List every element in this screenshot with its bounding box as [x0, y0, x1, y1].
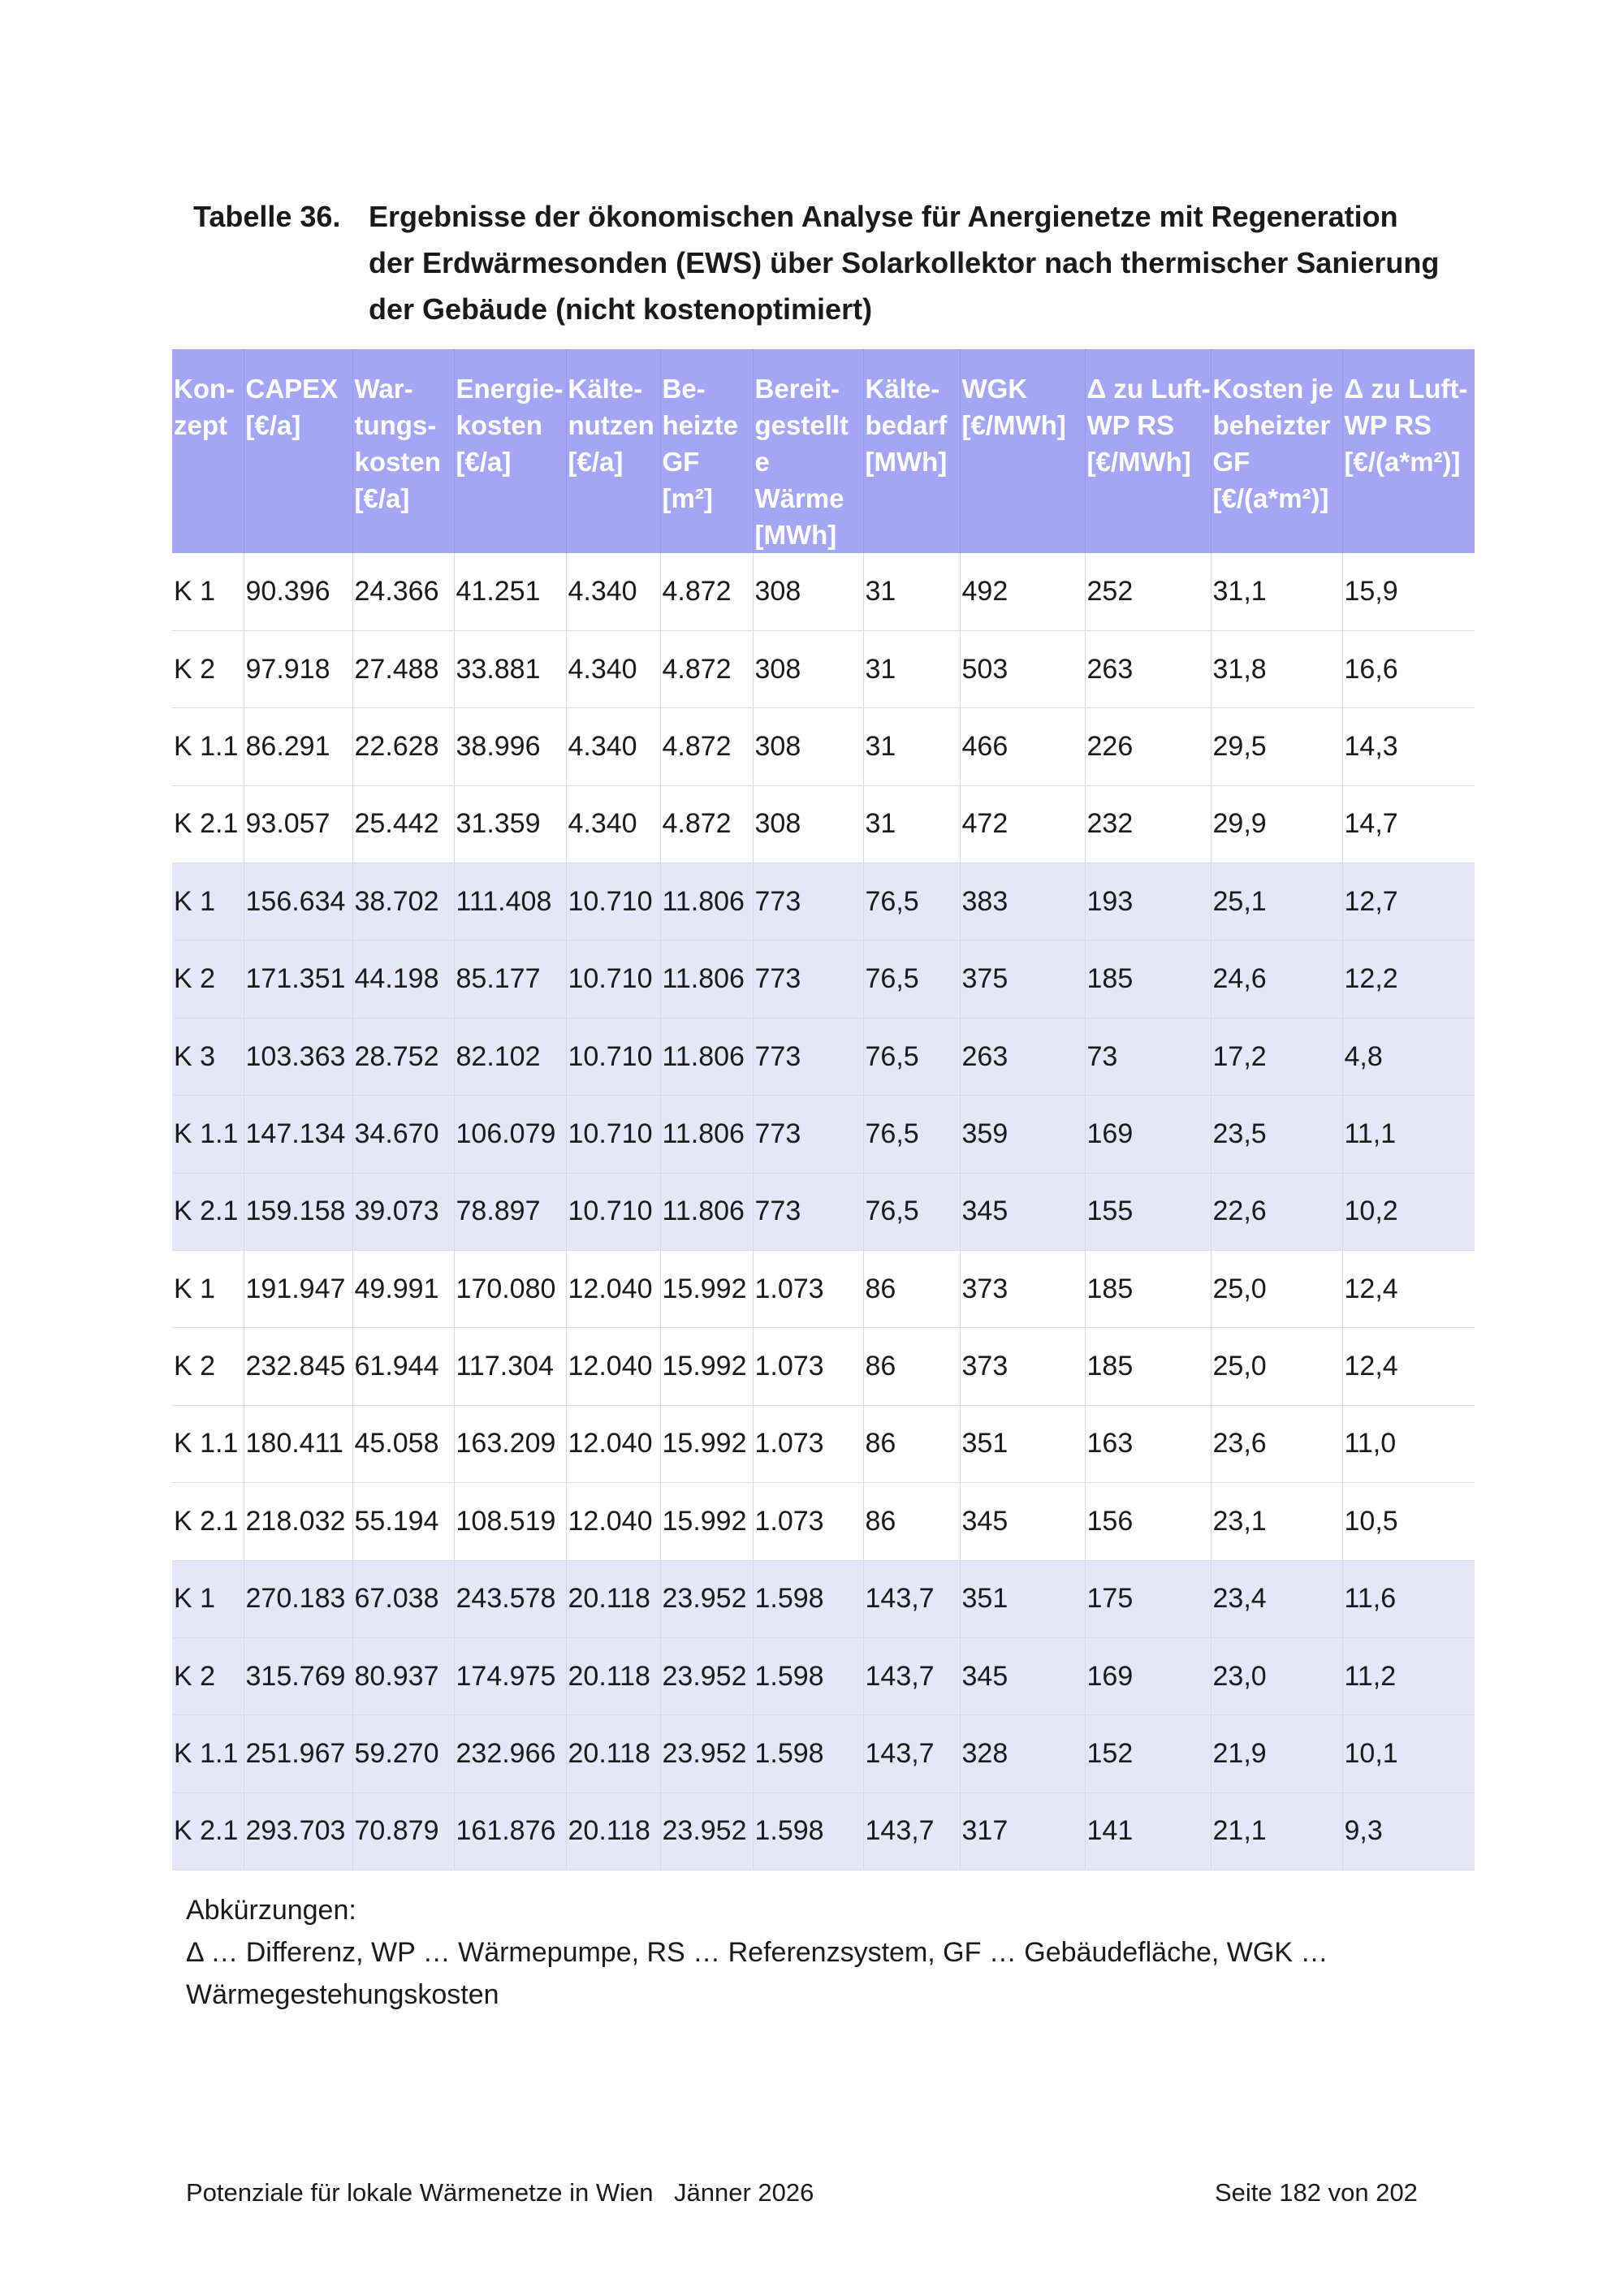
table-row — [172, 1483, 1475, 1560]
table-cell: 31 — [863, 553, 960, 630]
table-cell: 23.952 — [660, 1792, 753, 1870]
table-cell: 466 — [960, 708, 1085, 785]
abbreviations-title: Abkürzungen: — [186, 1895, 356, 1926]
abbreviations-note — [186, 1889, 1485, 2016]
table-cell: 226 — [1085, 708, 1211, 785]
table-cell: 23,1 — [1211, 1483, 1342, 1560]
table-caption-text: Ergebnisse der ökonomischen Analyse für Anergienetze mit Regeneration der Erdwärmesonden (EWS) über Solarkollektor nach thermischer Sanierung der Gebäude (nicht kostenoptimiert) — [369, 200, 1440, 326]
table-cell: 317 — [960, 1792, 1085, 1870]
table-row — [172, 1560, 1475, 1637]
table-cell: 11,6 — [1342, 1560, 1475, 1637]
table-cell: 24.366 — [352, 553, 454, 630]
table-cell: 76,5 — [863, 1018, 960, 1095]
table-cell: 161.876 — [454, 1792, 566, 1870]
table-cell: 25.442 — [352, 785, 454, 863]
table-row — [172, 708, 1475, 785]
table-body — [172, 553, 1475, 1870]
table-cell: 22.628 — [352, 708, 454, 785]
table-cell: 4.872 — [660, 553, 753, 630]
table-cell: 4.340 — [566, 708, 660, 785]
table-cell: K 1 — [172, 863, 244, 940]
results-table — [172, 349, 1475, 1870]
table-cell: 156 — [1085, 1483, 1211, 1560]
table-cell: 185 — [1085, 940, 1211, 1018]
table-cell: 14,7 — [1342, 785, 1475, 863]
table-cell: 31,1 — [1211, 553, 1342, 630]
table-cell: 308 — [753, 553, 863, 630]
table-cell: 22,6 — [1211, 1173, 1342, 1250]
table-cell: 25,0 — [1211, 1251, 1342, 1328]
table-cell: 16,6 — [1342, 630, 1475, 707]
table-cell: 31 — [863, 630, 960, 707]
table-cell: 4.872 — [660, 708, 753, 785]
table-cell: 70.879 — [352, 1792, 454, 1870]
table-cell: 12,7 — [1342, 863, 1475, 940]
table-cell: 1.073 — [753, 1405, 863, 1482]
table-cell: 11,0 — [1342, 1405, 1475, 1482]
table-cell: 232.966 — [454, 1715, 566, 1792]
table-cell: 38.996 — [454, 708, 566, 785]
footer-page-number: Seite 182 von 202 — [1215, 2178, 1418, 2207]
table-cell: 251.967 — [244, 1715, 352, 1792]
table-cell: 11.806 — [660, 863, 753, 940]
table-cell: 15.992 — [660, 1483, 753, 1560]
table-cell: 773 — [753, 863, 863, 940]
table-cell: 185 — [1085, 1328, 1211, 1405]
table-cell: 15.992 — [660, 1251, 753, 1328]
table-cell: 503 — [960, 630, 1085, 707]
table-cell: 31 — [863, 708, 960, 785]
column-header: Energie-kosten [€/a] — [454, 349, 566, 553]
table-cell: 143,7 — [863, 1560, 960, 1637]
table-cell: 328 — [960, 1715, 1085, 1792]
table-cell: 11,1 — [1342, 1096, 1475, 1173]
table-cell: 20.118 — [566, 1792, 660, 1870]
table-cell: K 1 — [172, 1560, 244, 1637]
table-cell: 152 — [1085, 1715, 1211, 1792]
footer-date: Jänner 2026 — [674, 2178, 814, 2207]
table-row — [172, 1018, 1475, 1095]
table-cell: 111.408 — [454, 863, 566, 940]
table-cell: 10.710 — [566, 1173, 660, 1250]
table-header-row — [172, 349, 1475, 553]
table-cell: 21,1 — [1211, 1792, 1342, 1870]
table-cell: 4.872 — [660, 785, 753, 863]
table-cell: 28.752 — [352, 1018, 454, 1095]
table-cell: 45.058 — [352, 1405, 454, 1482]
table-cell: 12,4 — [1342, 1328, 1475, 1405]
table-cell: 55.194 — [352, 1483, 454, 1560]
column-header: Kosten je beheizter GF [€/(a*m²)] — [1211, 349, 1342, 553]
table-cell: 76,5 — [863, 1173, 960, 1250]
table-cell: 169 — [1085, 1637, 1211, 1714]
table-cell: K 2.1 — [172, 1483, 244, 1560]
table-cell: 11.806 — [660, 1173, 753, 1250]
table-cell: 12.040 — [566, 1483, 660, 1560]
table-cell: K 1.1 — [172, 1405, 244, 1482]
table-cell: 147.134 — [244, 1096, 352, 1173]
table-cell: 31 — [863, 785, 960, 863]
table-cell: 17,2 — [1211, 1018, 1342, 1095]
table-cell: 10,5 — [1342, 1483, 1475, 1560]
table-cell: 34.670 — [352, 1096, 454, 1173]
table-cell: 73 — [1085, 1018, 1211, 1095]
table-cell: 25,0 — [1211, 1328, 1342, 1405]
table-cell: 1.073 — [753, 1483, 863, 1560]
table-row — [172, 940, 1475, 1018]
column-header: Kälte-nutzen [€/a] — [566, 349, 660, 553]
table-cell: 23,4 — [1211, 1560, 1342, 1637]
table-cell: 4.340 — [566, 630, 660, 707]
table-cell: K 2 — [172, 630, 244, 707]
table-row — [172, 1251, 1475, 1328]
table-cell: 29,5 — [1211, 708, 1342, 785]
table-cell: 93.057 — [244, 785, 352, 863]
table-cell: 82.102 — [454, 1018, 566, 1095]
table-cell: K 1.1 — [172, 1096, 244, 1173]
table-cell: 10.710 — [566, 1018, 660, 1095]
table-cell: 185 — [1085, 1251, 1211, 1328]
table-cell: 97.918 — [244, 630, 352, 707]
table-cell: 80.937 — [352, 1637, 454, 1714]
table-cell: 86 — [863, 1405, 960, 1482]
table-cell: 23,0 — [1211, 1637, 1342, 1714]
table-cell: 10.710 — [566, 1096, 660, 1173]
table-cell: 143,7 — [863, 1792, 960, 1870]
column-header: Bereit-gestellte Wärme [MWh] — [753, 349, 863, 553]
table-cell: 773 — [753, 1173, 863, 1250]
footer-document-title: Potenziale für lokale Wärmenetze in Wien — [186, 2178, 654, 2207]
table-cell: 76,5 — [863, 1096, 960, 1173]
table-cell: 76,5 — [863, 863, 960, 940]
table-cell: 49.991 — [352, 1251, 454, 1328]
table-cell: 20.118 — [566, 1715, 660, 1792]
table-row — [172, 1328, 1475, 1405]
table-cell: 14,3 — [1342, 708, 1475, 785]
table-cell: 359 — [960, 1096, 1085, 1173]
table-cell: 345 — [960, 1173, 1085, 1250]
table-cell: 773 — [753, 1018, 863, 1095]
table-cell: 270.183 — [244, 1560, 352, 1637]
table-cell: 106.079 — [454, 1096, 566, 1173]
table-cell: 383 — [960, 863, 1085, 940]
column-header: Kon-zept — [172, 349, 244, 553]
table-cell: 143,7 — [863, 1715, 960, 1792]
table-cell: 108.519 — [454, 1483, 566, 1560]
table-cell: 170.080 — [454, 1251, 566, 1328]
table-row — [172, 1715, 1475, 1792]
table-cell: 25,1 — [1211, 863, 1342, 940]
table-cell: K 2.1 — [172, 1173, 244, 1250]
table-cell: K 3 — [172, 1018, 244, 1095]
table-cell: 39.073 — [352, 1173, 454, 1250]
table-cell: 38.702 — [352, 863, 454, 940]
table-cell: 373 — [960, 1251, 1085, 1328]
table-cell: 15.992 — [660, 1405, 753, 1482]
table-cell: 163 — [1085, 1405, 1211, 1482]
table-cell: 4.340 — [566, 553, 660, 630]
column-header: Kälte-bedarf [MWh] — [863, 349, 960, 553]
table-cell: 44.198 — [352, 940, 454, 1018]
table-cell: 345 — [960, 1637, 1085, 1714]
table-cell: 293.703 — [244, 1792, 352, 1870]
table-cell: 243.578 — [454, 1560, 566, 1637]
table-row — [172, 1637, 1475, 1714]
table-cell: 1.598 — [753, 1792, 863, 1870]
table-cell: K 1 — [172, 1251, 244, 1328]
table-cell: K 1 — [172, 553, 244, 630]
table-header — [172, 349, 1475, 553]
table-cell: 345 — [960, 1483, 1085, 1560]
table-cell: 67.038 — [352, 1560, 454, 1637]
table-cell: 21,9 — [1211, 1715, 1342, 1792]
table-cell: 10.710 — [566, 940, 660, 1018]
table-cell: 61.944 — [352, 1328, 454, 1405]
column-header: Δ zu Luft-WP RS [€/MWh] — [1085, 349, 1211, 553]
table-cell: 4.872 — [660, 630, 753, 707]
table-cell: 141 — [1085, 1792, 1211, 1870]
table-cell: 263 — [960, 1018, 1085, 1095]
table-cell: 86 — [863, 1483, 960, 1560]
table-cell: 472 — [960, 785, 1085, 863]
table-row — [172, 1405, 1475, 1482]
table-cell: 23,6 — [1211, 1405, 1342, 1482]
table-cell: 12,4 — [1342, 1251, 1475, 1328]
table-cell: 252 — [1085, 553, 1211, 630]
table-cell: 159.158 — [244, 1173, 352, 1250]
table-cell: K 1.1 — [172, 708, 244, 785]
table-cell: 1.073 — [753, 1251, 863, 1328]
table-cell: 9,3 — [1342, 1792, 1475, 1870]
table-cell: 23.952 — [660, 1560, 753, 1637]
table-cell: 117.304 — [454, 1328, 566, 1405]
table-cell: 15,9 — [1342, 553, 1475, 630]
table-cell: 76,5 — [863, 940, 960, 1018]
table-row — [172, 1792, 1475, 1870]
table-cell: 169 — [1085, 1096, 1211, 1173]
table-cell: 20.118 — [566, 1637, 660, 1714]
table-cell: 11.806 — [660, 940, 753, 1018]
table-cell: 86 — [863, 1328, 960, 1405]
table-caption-label: Tabelle 36. — [193, 200, 341, 233]
table-cell: 11.806 — [660, 1018, 753, 1095]
table-cell: K 2 — [172, 1637, 244, 1714]
table-cell: 12.040 — [566, 1251, 660, 1328]
table-cell: 1.598 — [753, 1715, 863, 1792]
table-cell: 218.032 — [244, 1483, 352, 1560]
table-cell: 27.488 — [352, 630, 454, 707]
table-cell: 4.340 — [566, 785, 660, 863]
table-cell: K 1.1 — [172, 1715, 244, 1792]
table-cell: 156.634 — [244, 863, 352, 940]
table-cell: 31,8 — [1211, 630, 1342, 707]
column-header: WGK [€/MWh] — [960, 349, 1085, 553]
table-cell: 1.598 — [753, 1560, 863, 1637]
table-cell: 492 — [960, 553, 1085, 630]
table-cell: K 2.1 — [172, 785, 244, 863]
abbreviations-text: Δ … Differenz, WP … Wärmepumpe, RS … Referenzsystem, GF … Gebäudefläche, WGK … Wärmegestehungskosten — [186, 1937, 1328, 2010]
column-header: Be-heizte GF [m²] — [660, 349, 753, 553]
table-cell: 308 — [753, 708, 863, 785]
table-cell: 24,6 — [1211, 940, 1342, 1018]
table-cell: 174.975 — [454, 1637, 566, 1714]
column-header: CAPEX [€/a] — [244, 349, 352, 553]
table-cell: K 2 — [172, 1328, 244, 1405]
table-cell: 41.251 — [454, 553, 566, 630]
table-cell: 4,8 — [1342, 1018, 1475, 1095]
table-row — [172, 863, 1475, 940]
table-cell: 103.363 — [244, 1018, 352, 1095]
table-cell: 375 — [960, 940, 1085, 1018]
table-cell: 373 — [960, 1328, 1085, 1405]
table-cell: 12,2 — [1342, 940, 1475, 1018]
column-header: Δ zu Luft-WP RS [€/(a*m²)] — [1342, 349, 1475, 553]
table-cell: 10.710 — [566, 863, 660, 940]
table-cell: 155 — [1085, 1173, 1211, 1250]
table-cell: 263 — [1085, 630, 1211, 707]
table-cell: 23,5 — [1211, 1096, 1342, 1173]
table-cell: 85.177 — [454, 940, 566, 1018]
table-cell: 33.881 — [454, 630, 566, 707]
table-cell: 773 — [753, 1096, 863, 1173]
table-cell: 12.040 — [566, 1328, 660, 1405]
table-cell: 86.291 — [244, 708, 352, 785]
table-cell: 171.351 — [244, 940, 352, 1018]
table-cell: 23.952 — [660, 1715, 753, 1792]
table-cell: 11.806 — [660, 1096, 753, 1173]
table-cell: 78.897 — [454, 1173, 566, 1250]
table-cell: 31.359 — [454, 785, 566, 863]
table-cell: 1.073 — [753, 1328, 863, 1405]
table-row — [172, 1096, 1475, 1173]
table-cell: 175 — [1085, 1560, 1211, 1637]
table-cell: 773 — [753, 940, 863, 1018]
table-cell: 191.947 — [244, 1251, 352, 1328]
column-header: War-tungs-kosten [€/a] — [352, 349, 454, 553]
table-cell: K 2 — [172, 940, 244, 1018]
table-cell: 351 — [960, 1405, 1085, 1482]
table-cell: 11,2 — [1342, 1637, 1475, 1714]
table-cell: 12.040 — [566, 1405, 660, 1482]
table-row — [172, 553, 1475, 630]
table-cell: 308 — [753, 785, 863, 863]
table-row — [172, 630, 1475, 707]
table-cell: K 2.1 — [172, 1792, 244, 1870]
table-cell: 20.118 — [566, 1560, 660, 1637]
table-cell: 29,9 — [1211, 785, 1342, 863]
table-cell: 59.270 — [352, 1715, 454, 1792]
table-cell: 143,7 — [863, 1637, 960, 1714]
table-cell: 232.845 — [244, 1328, 352, 1405]
table-cell: 308 — [753, 630, 863, 707]
table-cell: 1.598 — [753, 1637, 863, 1714]
table-cell: 232 — [1085, 785, 1211, 863]
table-cell: 180.411 — [244, 1405, 352, 1482]
table-cell: 315.769 — [244, 1637, 352, 1714]
table-cell: 10,1 — [1342, 1715, 1475, 1792]
table-cell: 193 — [1085, 863, 1211, 940]
table-cell: 15.992 — [660, 1328, 753, 1405]
table-row — [172, 1173, 1475, 1250]
table-cell: 163.209 — [454, 1405, 566, 1482]
table-cell: 10,2 — [1342, 1173, 1475, 1250]
table-cell: 351 — [960, 1560, 1085, 1637]
table-cell: 23.952 — [660, 1637, 753, 1714]
table-cell: 86 — [863, 1251, 960, 1328]
table-row — [172, 785, 1475, 863]
table-cell: 90.396 — [244, 553, 352, 630]
table-caption — [193, 193, 1460, 332]
